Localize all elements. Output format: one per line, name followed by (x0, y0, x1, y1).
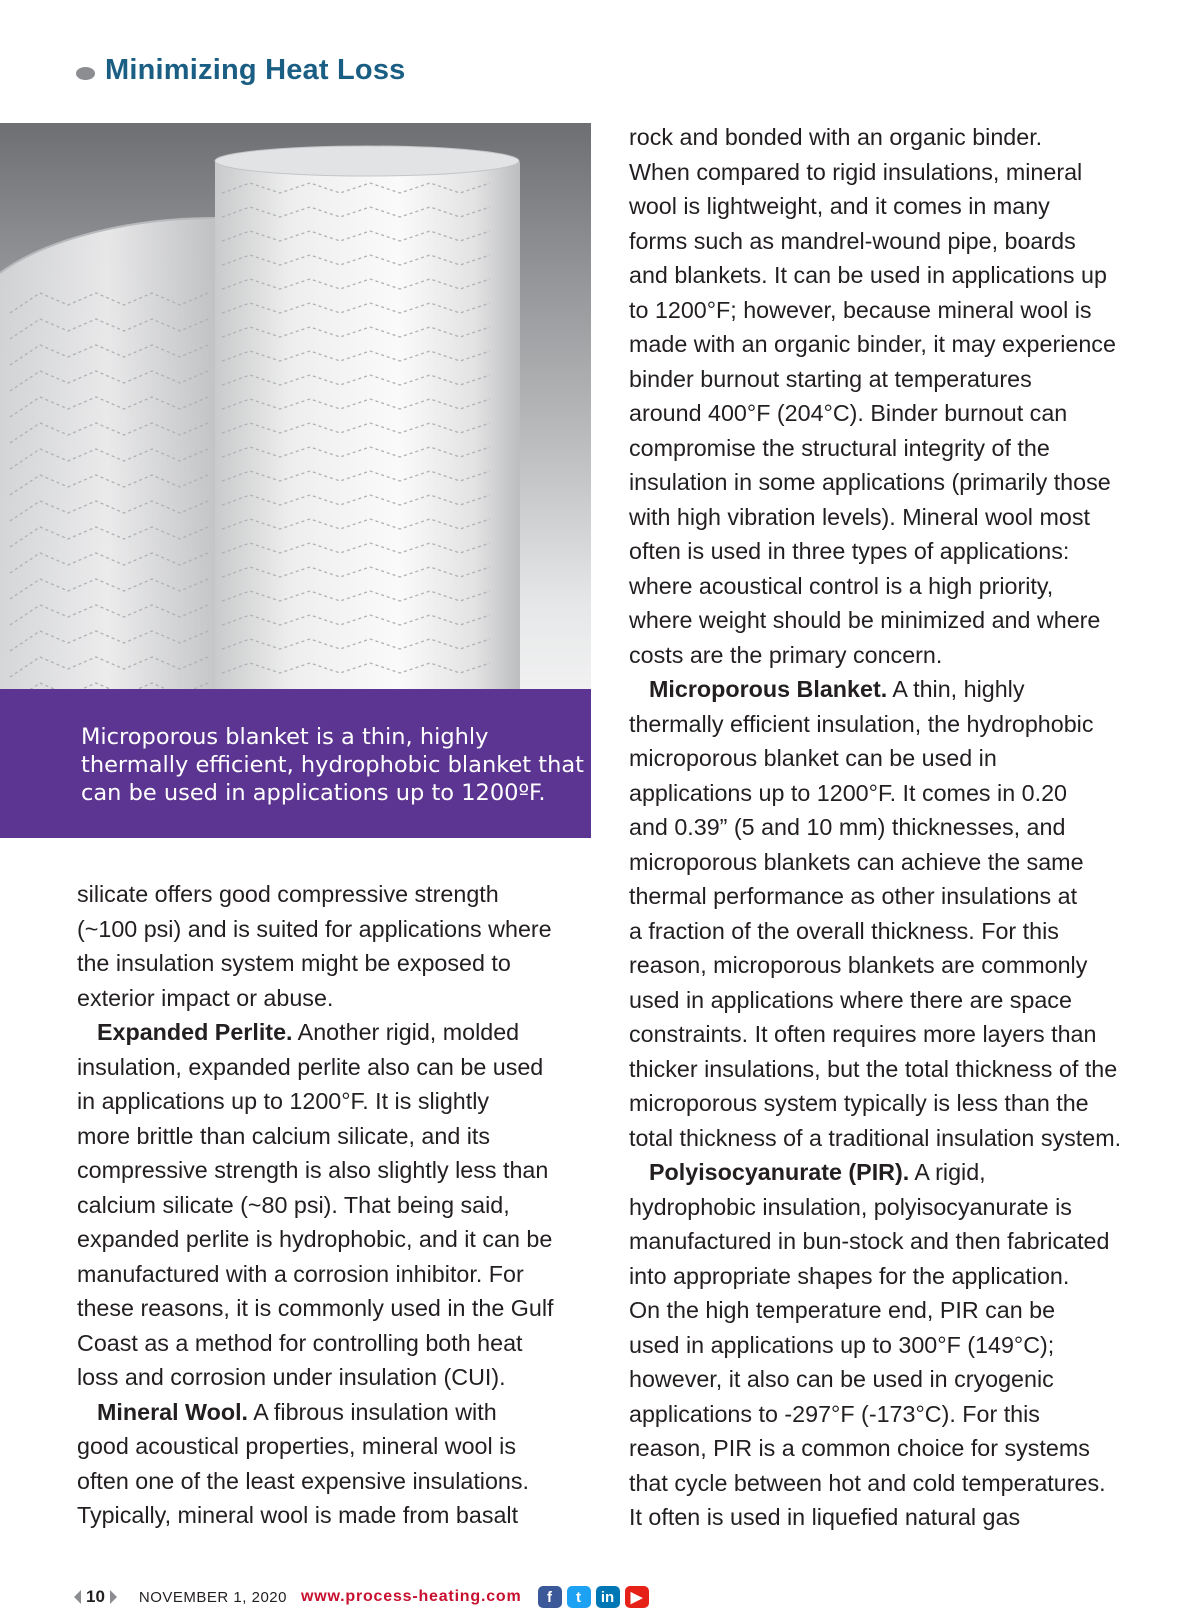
paragraph-line (629, 741, 1149, 776)
paragraph-text: costs are the primary concern. (629, 641, 943, 668)
paragraph-line (629, 672, 1149, 707)
paragraph-text: good acoustical properties, mineral wool is (77, 1433, 516, 1459)
paragraph-line (629, 431, 1149, 466)
caption-line: can be used in applications up to 1200ºF. (81, 780, 546, 806)
paragraph-line (629, 362, 1149, 397)
paragraph-line (77, 946, 602, 981)
paragraph-line (77, 1429, 602, 1464)
bullet-icon (76, 67, 95, 80)
page-number-indicator (74, 1587, 117, 1607)
paragraph-text: Another rigid, molded (292, 1019, 520, 1045)
paragraph-line (629, 224, 1149, 259)
paragraph-text: microporous system typically is less than the (629, 1090, 1089, 1116)
paragraph-line (77, 1257, 602, 1292)
paragraph-line (629, 120, 1149, 155)
paragraph-text: and 0.39” (5 and 10 mm) thicknesses, and (629, 814, 1066, 840)
youtube-icon[interactable]: ▶ (625, 1586, 649, 1608)
paragraph-text: the insulation system might be exposed to (77, 950, 511, 976)
section-header (76, 54, 405, 87)
paragraph-line (77, 1015, 602, 1050)
page-number: 10 (86, 1587, 105, 1606)
paragraph-text: A fibrous insulation with (248, 1398, 497, 1425)
facebook-icon[interactable]: f (538, 1586, 562, 1608)
paragraph-text: When compared to rigid insulations, mineral (629, 158, 1083, 185)
paragraph-text: calcium silicate (~80 psi). That being said, (77, 1191, 510, 1218)
paragraph-line (77, 1188, 602, 1223)
paragraph-text: It often is used in liquefied natural gas (629, 1504, 1021, 1530)
paragraph-line (629, 810, 1149, 845)
paragraph-line (629, 1466, 1149, 1501)
paragraph-line (77, 1360, 602, 1395)
subsection-heading: Expanded Perlite. (97, 1019, 293, 1045)
paragraph-text: with high vibration levels). Mineral wool most (629, 503, 1090, 530)
paragraph-line (629, 1259, 1149, 1294)
paragraph-text: these reasons, it is commonly used in the Gulf (77, 1295, 554, 1321)
paragraph-line (629, 155, 1149, 190)
paragraph-text: forms such as mandrel-wound pipe, boards (629, 227, 1076, 254)
paragraph-text: more brittle than calcium silicate, and its (77, 1122, 491, 1149)
paragraph-text: around 400°F (204°C). Binder burnout can (629, 400, 1068, 426)
linkedin-icon[interactable]: in (596, 1586, 620, 1608)
paragraph-text: used in applications where there are space (629, 986, 1072, 1013)
page-prev-arrow-icon (74, 1590, 81, 1604)
paragraph-text: and blankets. It can be used in applications up (629, 262, 1107, 288)
figure-caption (81, 723, 584, 807)
paragraph-text: rock and bonded with an organic binder. (629, 124, 1043, 150)
paragraph-text: wool is lightweight, and it comes in many (629, 193, 1050, 219)
paragraph-line (629, 707, 1149, 742)
paragraph-text: reason, microporous blankets are commonly (629, 952, 1088, 978)
paragraph-text: compromise the structural integrity of the (629, 434, 1050, 461)
subsection-heading: Polyisocyanurate (PIR). (649, 1159, 910, 1185)
paragraph-line (629, 500, 1149, 535)
right-text-column (629, 120, 1149, 1535)
microporous-blanket-roll-image (0, 123, 591, 689)
paragraph-line (629, 1293, 1149, 1328)
figure-caption-box (0, 689, 591, 838)
paragraph-line (629, 879, 1149, 914)
paragraph-line (629, 1155, 1149, 1190)
paragraph-line (629, 1431, 1149, 1466)
paragraph-line (629, 1190, 1149, 1225)
paragraph-line (629, 327, 1149, 362)
paragraph-text: silicate offers good compressive strength (77, 881, 499, 907)
paragraph-text: expanded perlite is hydrophobic, and it can be (77, 1226, 553, 1252)
paragraph-line (629, 948, 1149, 983)
twitter-icon[interactable]: t (567, 1586, 591, 1608)
paragraph-text: used in applications up to 300°F (149°C); (629, 1331, 1055, 1358)
paragraph-text: reason, PIR is a common choice for systems (629, 1435, 1090, 1461)
paragraph-text: compressive strength is also slightly less than (77, 1157, 549, 1183)
paragraph-text: however, it also can be used in cryogenic (629, 1366, 1054, 1392)
paragraph-text: where weight should be minimized and where (629, 607, 1101, 633)
paragraph-text: constraints. It often requires more layers than (629, 1021, 1097, 1047)
paragraph-line (629, 1086, 1149, 1121)
paragraph-line (629, 1121, 1149, 1156)
section-title: Minimizing Heat Loss (105, 54, 406, 86)
paragraph-line (629, 293, 1149, 328)
paragraph-line (77, 877, 602, 912)
paragraph-line (77, 1464, 602, 1499)
paragraph-line (629, 603, 1149, 638)
paragraph-line (77, 1498, 602, 1533)
paragraph-line (629, 1362, 1149, 1397)
paragraph-text: manufactured with a corrosion inhibitor. For (77, 1260, 524, 1287)
paragraph-text: A rigid, (909, 1159, 986, 1185)
paragraph-line (77, 1326, 602, 1361)
paragraph-text: loss and corrosion under insulation (CUI). (77, 1364, 506, 1390)
paragraph-text: On the high temperature end, PIR can be (629, 1297, 1056, 1323)
website-link[interactable]: www.process-heating.com (300, 1588, 522, 1605)
caption-line: thermally efficient, hydrophobic blanket that (81, 752, 584, 778)
paragraph-text: applications up to 1200°F. It comes in 0.20 (629, 779, 1067, 806)
paragraph-line (629, 776, 1149, 811)
paragraph-line (629, 569, 1149, 604)
social-icons (538, 1586, 654, 1608)
paragraph-text: to 1200°F; however, because mineral wool is (629, 296, 1092, 323)
paragraph-text: applications to -297°F (-173°C). For this (629, 1400, 1040, 1427)
paragraph-text: thermal performance as other insulations at (629, 883, 1078, 909)
paragraph-text: where acoustical control is a high priority, (629, 572, 1054, 599)
paragraph-text: manufactured in bun-stock and then fabricated (629, 1228, 1110, 1254)
paragraph-text: total thickness of a traditional insulation system. (629, 1124, 1122, 1151)
issue-date: NOVEMBER 1, 2020 (138, 1588, 287, 1606)
page-footer (74, 1582, 654, 1612)
paragraph-line (77, 1222, 602, 1257)
paragraph-text: microporous blankets can achieve the same (629, 848, 1084, 875)
paragraph-line (629, 396, 1149, 431)
paragraph-text: often one of the least expensive insulations. (77, 1467, 530, 1494)
paragraph-text: that cycle between hot and cold temperatures. (629, 1469, 1106, 1496)
paragraph-line (629, 1052, 1149, 1087)
paragraph-line (629, 534, 1149, 569)
paragraph-text: (~100 psi) and is suited for applications where (77, 915, 552, 942)
paragraph-line (629, 465, 1149, 500)
paragraph-line (629, 638, 1149, 673)
paragraph-line (629, 1017, 1149, 1052)
paragraph-line (77, 912, 602, 947)
paragraph-text: Typically, mineral wool is made from basalt (77, 1502, 519, 1528)
paragraph-line (77, 1291, 602, 1326)
paragraph-text: into appropriate shapes for the application. (629, 1262, 1070, 1289)
left-text-column (77, 877, 602, 1533)
paragraph-text: insulation, expanded perlite also can be used (77, 1053, 544, 1080)
paragraph-text: A thin, highly (887, 676, 1025, 702)
paragraph-line (77, 1084, 602, 1119)
paragraph-line (629, 914, 1149, 949)
paragraph-line (629, 1224, 1149, 1259)
paragraph-text: thicker insulations, but the total thickness of the (629, 1055, 1118, 1082)
paragraph-text: in applications up to 1200°F. It is slightly (77, 1088, 490, 1114)
paragraph-text: a fraction of the overall thickness. For this (629, 917, 1059, 944)
paragraph-line (629, 983, 1149, 1018)
paragraph-text: microporous blanket can be used in (629, 745, 997, 771)
paragraph-line (629, 1500, 1149, 1535)
paragraph-line (629, 845, 1149, 880)
subsection-heading: Microporous Blanket. (649, 676, 888, 702)
paragraph-line (629, 189, 1149, 224)
paragraph-text: binder burnout starting at temperatures (629, 365, 1032, 392)
paragraph-text: Coast as a method for controlling both heat (77, 1329, 523, 1356)
caption-line: Microporous blanket is a thin, highly (81, 724, 489, 750)
paragraph-text: exterior impact or abuse. (77, 984, 334, 1011)
paragraph-text: thermally efficient insulation, the hydrophobic (629, 710, 1094, 737)
subsection-heading: Mineral Wool. (97, 1398, 249, 1425)
paragraph-line (77, 1153, 602, 1188)
page-next-arrow-icon (110, 1590, 117, 1604)
paragraph-line (77, 981, 602, 1016)
paragraph-line (629, 1397, 1149, 1432)
paragraph-line (629, 258, 1149, 293)
paragraph-text: made with an organic binder, it may experience (629, 331, 1116, 357)
paragraph-text: hydrophobic insulation, polyisocyanurate is (629, 1193, 1072, 1220)
paragraph-line (629, 1328, 1149, 1363)
paragraph-text: insulation in some applications (primarily those (629, 469, 1111, 495)
paragraph-line (77, 1050, 602, 1085)
paragraph-line (77, 1395, 602, 1430)
paragraph-text: often is used in three types of applications: (629, 538, 1070, 564)
paragraph-line (77, 1119, 602, 1154)
product-photo (0, 123, 591, 689)
